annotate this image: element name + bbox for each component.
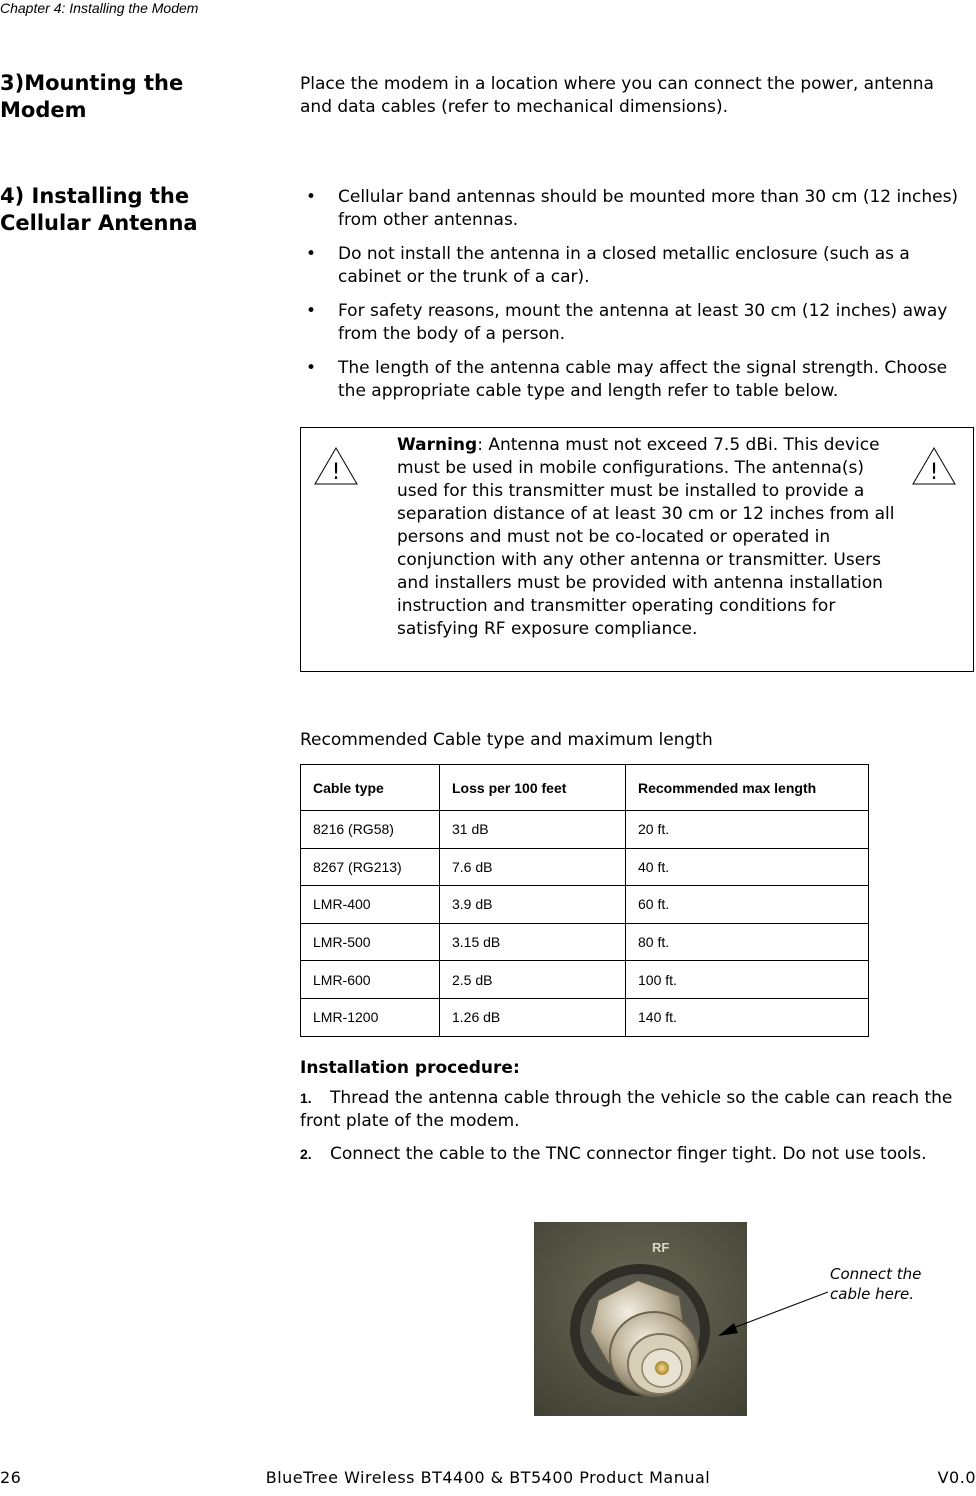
cable-table xyxy=(300,764,869,1037)
table-row xyxy=(301,886,869,924)
step-text: Thread the antenna cable through the vehicle so the cable can reach the front plate of the modem. xyxy=(300,1088,953,1131)
warning-text xyxy=(397,434,897,641)
table-cell: 100 ft. xyxy=(626,961,869,999)
table-row xyxy=(301,848,869,886)
list-item xyxy=(300,243,976,289)
table-header-row xyxy=(301,765,869,811)
table-row xyxy=(301,998,869,1036)
table-cell: 40 ft. xyxy=(626,848,869,886)
table-cell: 8216 (RG58) xyxy=(301,811,440,849)
table-cell: LMR-1200 xyxy=(301,998,440,1036)
warning-box xyxy=(300,427,974,672)
list-item-text: Do not install the antenna in a closed metallic enclosure (such as a cabinet or the trunk of a car). xyxy=(338,244,910,287)
table-cell: 31 dB xyxy=(440,811,626,849)
procedure-step xyxy=(300,1087,960,1133)
antenna-guidelines-list xyxy=(300,186,976,414)
bullet-symbol: • xyxy=(306,187,317,207)
running-header: Chapter 4: Installing the Modem xyxy=(0,0,199,16)
table-cell: 140 ft. xyxy=(626,998,869,1036)
section-heading-mounting: 3)Mounting the Modem xyxy=(0,71,184,122)
column-header: Loss per 100 feet xyxy=(440,765,626,811)
warning-body: : Antenna must not exceed 7.5 dBi. This device must be used in mobile configurations. The antenna(s) used for this transmitter must be installed to provide a separation distance of at least 30 cm or 12 inches from all persons and must not be co-located or operated in conjunction with any other antenna or transmitter. Users and installers must be provided with antenna installation instruction and transmitter operating conditions for satisfying RF exposure compliance. xyxy=(397,435,895,639)
list-item xyxy=(300,300,976,346)
page-number: 26 xyxy=(0,1468,22,1487)
table-cell: 20 ft. xyxy=(626,811,869,849)
list-item xyxy=(300,186,976,232)
bullet-symbol: • xyxy=(306,358,317,378)
bullet-symbol: • xyxy=(306,301,317,321)
table-cell: 80 ft. xyxy=(626,923,869,961)
procedure-heading: Installation procedure: xyxy=(300,1058,520,1078)
footer-title: BlueTree Wireless BT4400 & BT5400 Product Manual xyxy=(265,1468,711,1487)
table-cell: LMR-600 xyxy=(301,961,440,999)
warning-mark: ! xyxy=(929,460,939,485)
table-row xyxy=(301,923,869,961)
list-item xyxy=(300,357,976,403)
step-number: 2. xyxy=(300,1146,312,1162)
table-cell: LMR-500 xyxy=(301,923,440,961)
table-cell: LMR-400 xyxy=(301,886,440,924)
procedure-step xyxy=(300,1143,960,1166)
step-number: 1. xyxy=(300,1090,312,1106)
list-item-text: Cellular band antennas should be mounted more than 30 cm (12 inches) from other antennas. xyxy=(338,187,959,230)
step-text: Connect the cable to the TNC connector finger tight. Do not use tools. xyxy=(330,1144,927,1164)
bullet-symbol: • xyxy=(306,244,317,264)
warning-triangle-icon xyxy=(313,446,359,486)
table-cell: 1.26 dB xyxy=(440,998,626,1036)
column-header: Cable type xyxy=(301,765,440,811)
warning-mark: ! xyxy=(331,460,341,485)
table-cell: 7.6 dB xyxy=(440,848,626,886)
warning-triangle-icon xyxy=(911,446,957,486)
table-cell: 3.15 dB xyxy=(440,923,626,961)
mounting-paragraph: Place the modem in a location where you can connect the power, antenna and data cables (refer to mechanical dimensions). xyxy=(300,74,934,117)
table-cell: 60 ft. xyxy=(626,886,869,924)
section-heading-antenna: 4) Installing the Cellular Antenna xyxy=(0,184,198,235)
table-row xyxy=(301,961,869,999)
table-caption: Recommended Cable type and maximum length xyxy=(300,730,713,750)
column-header: Recommended max length xyxy=(626,765,869,811)
warning-label: Warning xyxy=(397,435,478,455)
list-item-text: The length of the antenna cable may affect the signal strength. Choose the appropriate cable type and length refer to table below. xyxy=(338,358,948,401)
table-cell: 8267 (RG213) xyxy=(301,848,440,886)
footer-version: V0.0 xyxy=(937,1468,976,1487)
rf-port-label: RF xyxy=(652,1240,670,1255)
table-cell: 2.5 dB xyxy=(440,961,626,999)
callout-arrow-icon xyxy=(700,1280,850,1350)
table-cell: 3.9 dB xyxy=(440,886,626,924)
figure-callout: Connect the cable here. xyxy=(830,1265,922,1303)
list-item-text: For safety reasons, mount the antenna at least 30 cm (12 inches) away from the body of a person. xyxy=(338,301,948,344)
table-row xyxy=(301,811,869,849)
